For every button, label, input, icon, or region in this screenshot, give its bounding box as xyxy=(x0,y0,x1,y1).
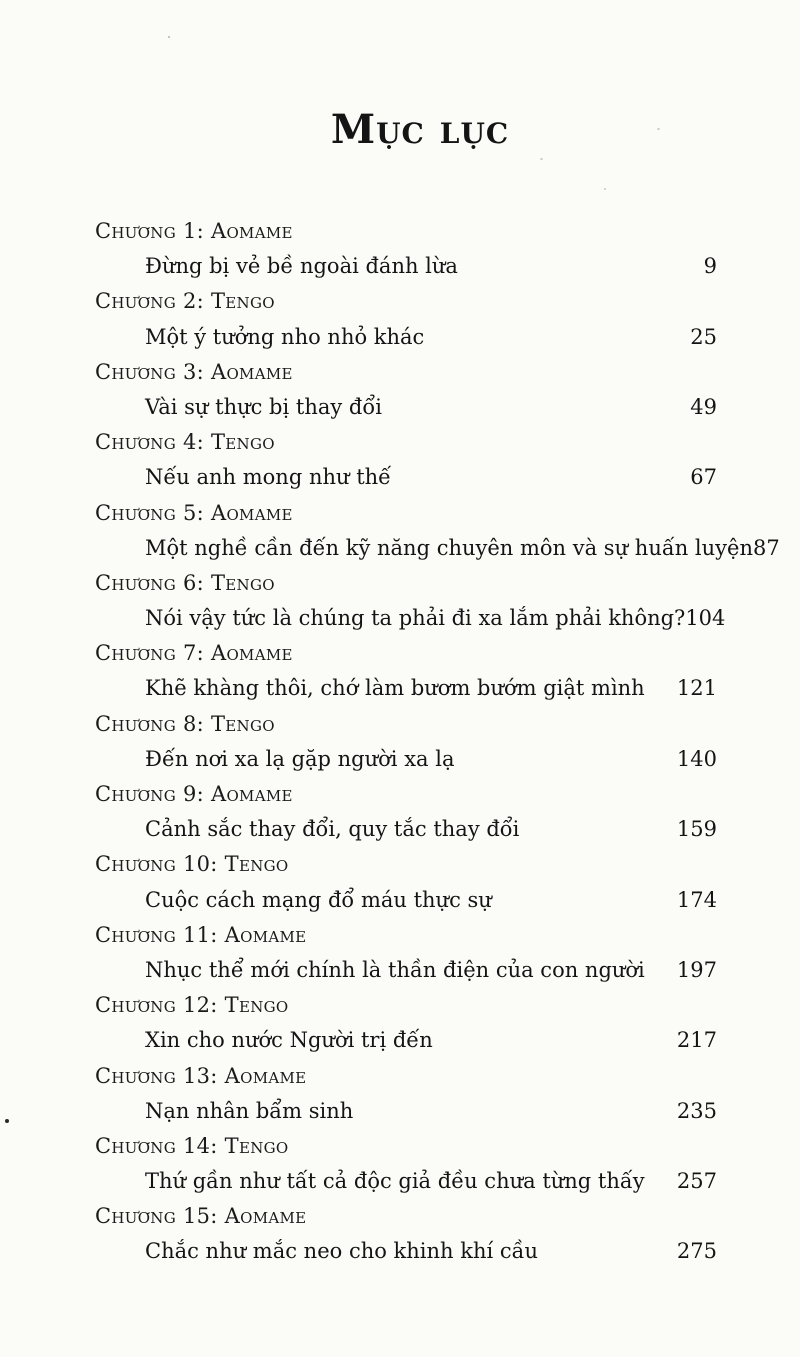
chapter-title: Nạn nhân bẩm sinh xyxy=(145,1098,354,1123)
paper-speck xyxy=(168,36,170,38)
toc-entry xyxy=(95,847,717,917)
chapter-title-row xyxy=(95,320,717,355)
page-number: 104 xyxy=(685,606,726,631)
toc-entry xyxy=(95,918,717,988)
page-number: 235 xyxy=(676,1098,717,1123)
chapter-heading: Chương 10: Tengo xyxy=(95,852,289,877)
chapter-heading: Chương 2: Tengo xyxy=(95,289,275,314)
chapter-title-row xyxy=(95,531,780,566)
chapter-title: Nếu anh mong như thế xyxy=(145,465,392,490)
toc-entry xyxy=(95,355,717,425)
chapter-title: Khẽ khàng thôi, chớ làm bươm bướm giật mình xyxy=(145,676,645,701)
chapter-title: Thứ gần như tất cả độc giả đều chưa từng thấy xyxy=(145,1169,645,1194)
toc-entry xyxy=(95,636,717,706)
chapter-title-row xyxy=(95,812,717,847)
chapter-title: Đừng bị vẻ bề ngoài đánh lừa xyxy=(145,254,458,279)
toc-list xyxy=(95,214,780,1270)
chapter-title: Một nghề cần đến kỹ năng chuyên môn và sự huấn luyện xyxy=(145,535,753,560)
chapter-heading: Chương 1: Aomame xyxy=(95,219,293,243)
chapter-title-row xyxy=(95,390,717,425)
toc-entry xyxy=(95,1129,717,1199)
page-number: 159 xyxy=(676,817,717,842)
toc-entry xyxy=(95,777,717,847)
chapter-title-row xyxy=(95,1094,717,1129)
chapter-title-row xyxy=(95,953,717,988)
page-number: 217 xyxy=(676,1028,717,1053)
chapter-title: Nói vậy tức là chúng ta phải đi xa lắm phải không? xyxy=(145,606,686,631)
chapter-title-row xyxy=(95,601,726,636)
toc-entry xyxy=(95,496,780,566)
chapter-heading: Chương 8: Tengo xyxy=(95,711,275,736)
chapter-heading: Chương 5: Aomame xyxy=(95,500,293,525)
chapter-title-row xyxy=(95,883,717,918)
page-number: 49 xyxy=(690,394,717,419)
chapter-title: Cảnh sắc thay đổi, quy tắc thay đổi xyxy=(145,817,520,842)
page-number: 174 xyxy=(676,887,717,912)
page-number: 67 xyxy=(690,465,717,490)
page-number: 121 xyxy=(676,676,717,701)
chapter-title: Chắc như mắc neo cho khinh khí cầu xyxy=(145,1239,539,1264)
page-number: 140 xyxy=(676,746,717,771)
chapter-heading: Chương 14: Tengo xyxy=(95,1133,289,1158)
chapter-title: Xin cho nước Người trị đến xyxy=(145,1028,433,1053)
chapter-title-row xyxy=(95,1164,717,1199)
chapter-title: Vài sự thực bị thay đổi xyxy=(145,394,382,419)
chapter-heading: Chương 7: Aomame xyxy=(95,641,293,666)
chapter-heading: Chương 15: Aomame xyxy=(95,1204,307,1229)
chapter-title-row xyxy=(95,249,717,284)
chapter-title: Đến nơi xa lạ gặp người xa lạ xyxy=(145,746,455,771)
toc-entry xyxy=(95,284,717,354)
chapter-heading: Chương 12: Tengo xyxy=(95,993,289,1018)
toc-entry xyxy=(95,566,726,636)
toc-entry xyxy=(95,988,717,1058)
chapter-heading: Chương 11: Aomame xyxy=(95,922,307,947)
toc-entry xyxy=(95,1059,717,1129)
chapter-title-row xyxy=(95,460,717,495)
chapter-title-row xyxy=(95,742,717,777)
chapter-title: Cuộc cách mạng đổ máu thực sự xyxy=(145,887,492,912)
page-number: 197 xyxy=(676,957,717,982)
paper-speck xyxy=(657,128,660,130)
chapter-heading: Chương 9: Aomame xyxy=(95,782,293,806)
chapter-heading: Chương 6: Tengo xyxy=(95,570,275,595)
toc-entry xyxy=(95,707,717,777)
paper-speck xyxy=(604,188,606,190)
page-number: 9 xyxy=(703,254,717,279)
page-number: 275 xyxy=(676,1239,717,1264)
chapter-heading: Chương 4: Tengo xyxy=(95,430,275,455)
chapter-title-row xyxy=(95,671,717,706)
page-number: 87 xyxy=(752,535,780,560)
chapter-heading: Chương 3: Aomame xyxy=(95,359,293,384)
toc-entry xyxy=(95,425,717,495)
paper-speck xyxy=(540,158,543,160)
page-number: 25 xyxy=(690,324,717,349)
paper-speck xyxy=(697,891,699,893)
page-title: Mục lục xyxy=(330,106,510,153)
chapter-heading: Chương 13: Aomame xyxy=(95,1063,307,1088)
paper-speck xyxy=(5,1119,9,1123)
toc-entry xyxy=(95,214,717,284)
page-number: 257 xyxy=(676,1169,717,1194)
chapter-title-row xyxy=(95,1023,717,1058)
chapter-title: Nhục thể mới chính là thần điện của con người xyxy=(145,957,645,982)
toc-entry xyxy=(95,1199,717,1269)
chapter-title-row xyxy=(95,1234,717,1269)
chapter-title: Một ý tưởng nho nhỏ khác xyxy=(145,324,425,349)
